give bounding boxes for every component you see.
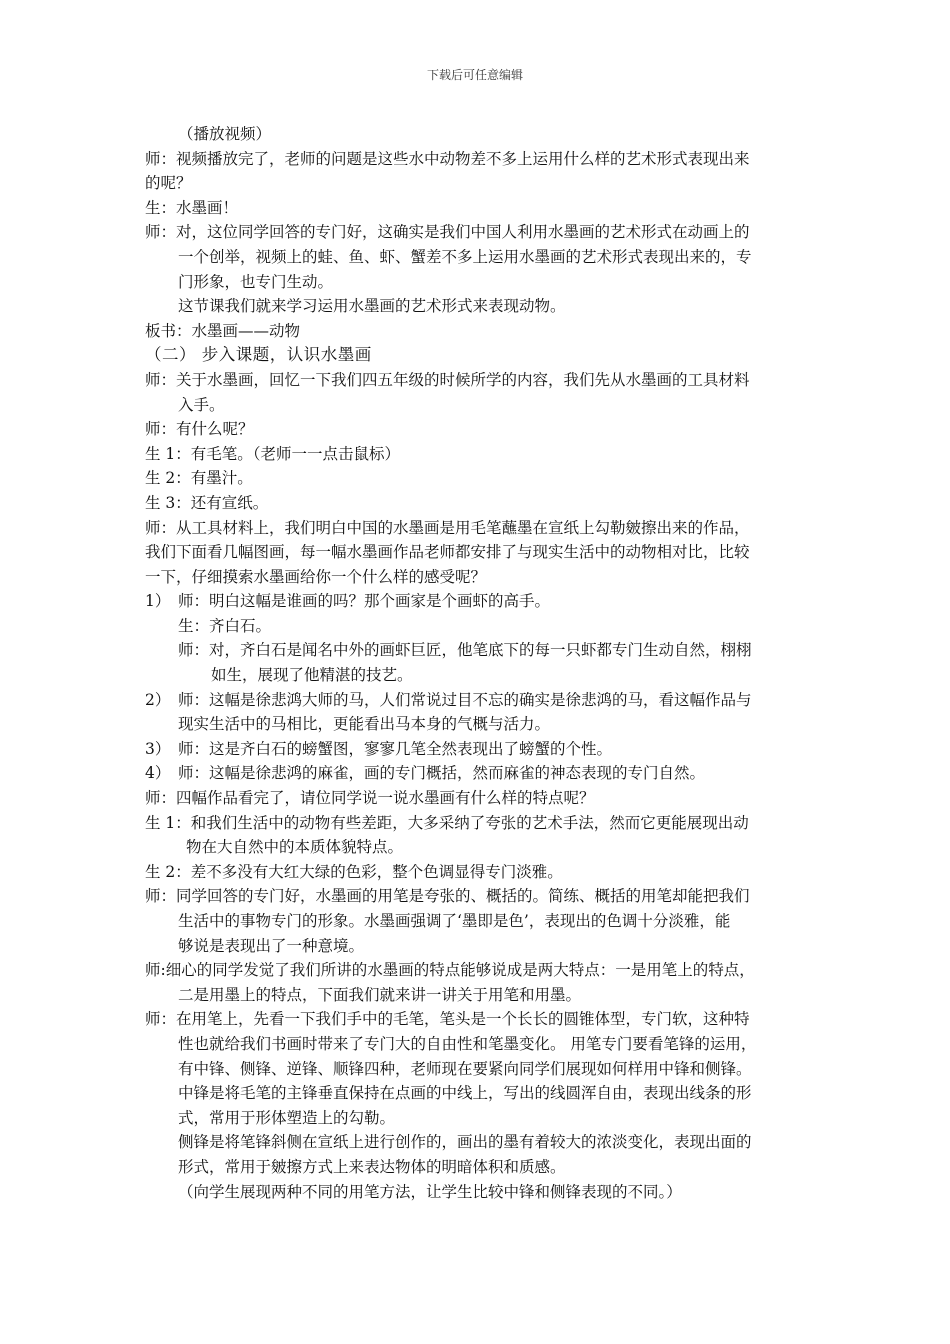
text-line: 门形象，也专门生动。 bbox=[178, 272, 334, 291]
text-line: 中锋是将毛笔的主锋垂直保持在点画的中线上，写出的线圆浑自由，表现出线条的形 bbox=[178, 1084, 752, 1103]
text-line: 师：从工具材料上，我们明白中国的水墨画是用毛笔蘸墨在宣纸上勾勒皴擦出来的作品， bbox=[145, 518, 750, 537]
text-line: 师：关于水墨画，回忆一下我们四五年级的时候所学的内容，我们先从水墨画的工具材料 bbox=[145, 370, 750, 389]
text-line: 生：齐白石。 bbox=[178, 616, 272, 635]
text-line: 师：在用笔上，先看一下我们手中的毛笔，笔头是一个长长的圆锥体型，专门软，这种特 bbox=[145, 1010, 750, 1029]
text-line: 有中锋、侧锋、逆锋、顺锋四种，老师现在要紧向同学们展现如何样用中锋和侧锋。 bbox=[178, 1059, 752, 1078]
text-line: 师：对，这位同学回答的专门好，这确实是我们中国人利用水墨画的艺术形式在动画上的 bbox=[145, 223, 750, 242]
text-line: 侧锋是将笔锋斜侧在宣纸上进行创作的，画出的墨有着较大的浓淡变化，表现出面的 bbox=[178, 1133, 752, 1152]
text-line: 生 1：和我们生活中的动物有些差距，大多采纳了夸张的艺术手法，然而它更能展现出动 bbox=[145, 813, 749, 832]
numbered-line bbox=[145, 737, 815, 762]
text-line: 这节课我们就来学习运用水墨画的艺术形式来表现动物。 bbox=[178, 297, 566, 316]
text-line: 性也就给我们书画时带来了专门大的自由性和笔墨变化。 用笔专门要看笔锋的运用， bbox=[178, 1034, 757, 1053]
numbered-line bbox=[145, 688, 815, 713]
list-number: 4） bbox=[145, 764, 171, 783]
text-line: （向学生展现两种不同的用笔方法，让学生比较中锋和侧锋表现的不同。） bbox=[178, 1182, 682, 1201]
text-line: 生 3：还有宣纸。 bbox=[145, 493, 269, 512]
text-line: 师：四幅作品看完了，请位同学说一说水墨画有什么样的特点呢？ bbox=[145, 789, 595, 808]
text-line: 如生，展现了他精湛的技艺。 bbox=[211, 666, 413, 685]
text-line: 生：水墨画！ bbox=[145, 198, 239, 217]
text-line: 一个创举，视频上的蛙、鱼、虾、蟹差不多上运用水墨画的艺术形式表现出来的，专 bbox=[178, 247, 752, 266]
line-text: 师：这是齐白石的螃蟹图，寥寥几笔全然表现出了螃蟹的个性。 bbox=[178, 739, 613, 758]
text-line: 生活中的事物专门的形象。水墨画强调了‘墨即是色’，表现出的色调十分淡雅，能 bbox=[178, 912, 731, 930]
text-line: 现实生活中的马相比，更能看出马本身的气概与活力。 bbox=[178, 715, 551, 734]
text-line: 我们下面看几幅图画，每一幅水墨画作品老师都安排了与现实生活中的动物相对比，比较 bbox=[145, 543, 750, 562]
text-line: （播放视频） bbox=[178, 125, 272, 143]
line-text: 师：明白这幅是谁画的吗？那个画家是个画虾的高手。 bbox=[178, 592, 551, 611]
list-number: 3） bbox=[145, 739, 171, 758]
text-line: 师：视频播放完了，老师的问题是这些水中动物差不多上运用什么样的艺术形式表现出来 bbox=[145, 149, 750, 168]
line-text: 师：这幅是徐悲鸿的麻雀，画的专门概括，然而麻雀的神态表现的专门自然。 bbox=[178, 764, 706, 783]
text-line: 二是用墨上的特点，下面我们就来讲一讲关于用笔和用墨。 bbox=[178, 985, 582, 1004]
text-line: 生 2：有墨汁。 bbox=[145, 469, 253, 488]
text-line: 师：对，齐白石是闻名中外的画虾巨匠，他笔底下的每一只虾都专门生动自然，栩栩 bbox=[178, 641, 752, 660]
text-line: 师:细心的同学发觉了我们所讲的水墨画的特点能够说成是两大特点：一是用笔上的特点， bbox=[145, 961, 755, 980]
text-line: 形式，常用于皴擦方式上来表达物体的明暗体积和质感。 bbox=[178, 1157, 566, 1176]
text-line: 生 2：差不多没有大红大绿的色彩，整个色调显得专门淡雅。 bbox=[145, 862, 563, 881]
list-number: 1） bbox=[145, 592, 171, 611]
numbered-line bbox=[145, 761, 815, 786]
text-line: 生 1：有毛笔。（老师一一点击鼠标） bbox=[145, 444, 401, 463]
text-line: 一下，仔细摸索水墨画给你一个什么样的感受呢？ bbox=[145, 567, 487, 586]
line-text: 师：这幅是徐悲鸿大师的马，人们常说过目不忘的确实是徐悲鸿的马，看这幅作品与 bbox=[178, 690, 752, 709]
numbered-line bbox=[145, 589, 815, 614]
document-body bbox=[145, 122, 815, 1204]
list-number: 2） bbox=[145, 690, 171, 709]
text-line: 够说是表现出了一种意境。 bbox=[178, 936, 365, 955]
section-heading: （二） 步入课题，认识水墨画 bbox=[145, 345, 372, 365]
text-line: 的呢？ bbox=[145, 174, 192, 193]
text-line: 入手。 bbox=[178, 395, 225, 414]
page-header-note: 下载后可任意编辑 bbox=[426, 68, 523, 82]
text-line: 板书：水墨画——动物 bbox=[145, 321, 301, 340]
text-line: 师：有什么呢？ bbox=[145, 420, 254, 439]
text-line: 式，常用于形体塑造上的勾勒。 bbox=[178, 1108, 396, 1127]
text-line: 物在大自然中的本质体貌特点。 bbox=[186, 838, 404, 857]
text-line: 师：同学回答的专门好，水墨画的用笔是夸张的、概括的。简练、概括的用笔却能把我们 bbox=[145, 887, 750, 906]
